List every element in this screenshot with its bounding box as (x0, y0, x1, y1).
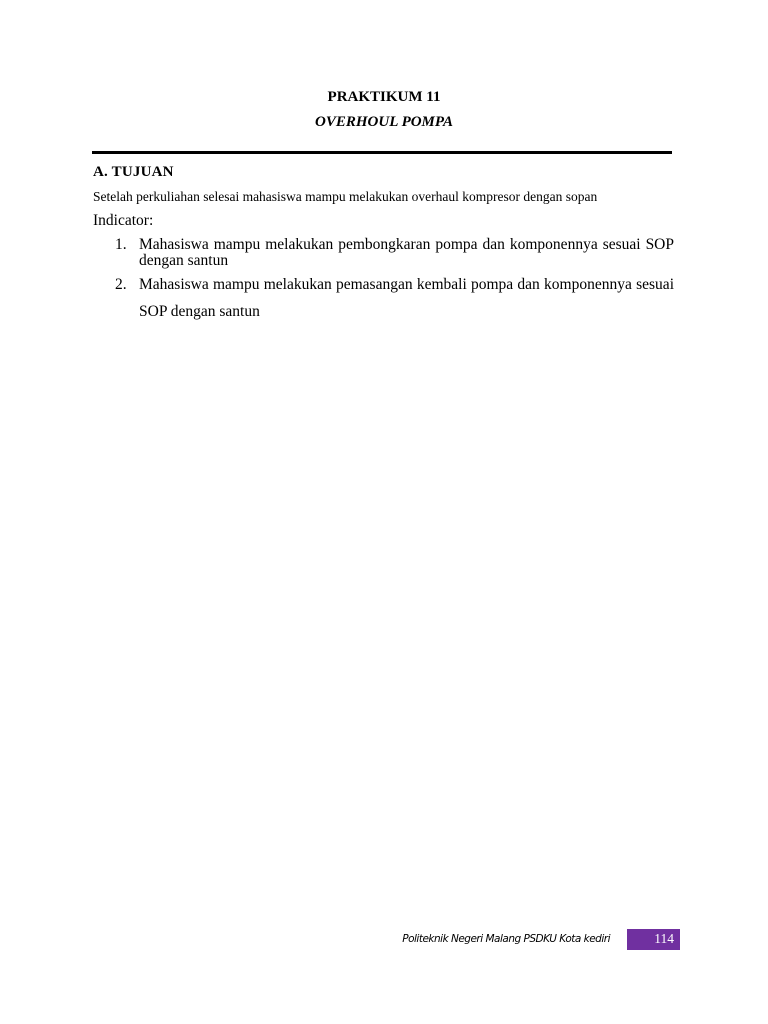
list-item (93, 271, 674, 325)
section-heading: A. TUJUAN (93, 164, 174, 180)
footer-institution: Politeknik Negeri Malang PSDKU Kota kediri (402, 933, 610, 945)
indicator-list (93, 237, 674, 325)
intro-paragraph: Setelah perkuliahan selesai mahasiswa mampu melakukan overhaul kompresor dengan sopan (93, 189, 598, 204)
list-item (93, 237, 674, 269)
title-divider (92, 151, 672, 154)
list-item-number: 1. (115, 236, 127, 253)
list-item-number: 2. (115, 276, 127, 293)
indicator-label: Indicator: (93, 212, 154, 229)
page-subtitle: OVERHOUL POMPA (315, 114, 453, 130)
list-item-text: Mahasiswa mampu melakukan pemasangan kembali pompa dan komponennya sesuai SOP dengan santun (139, 276, 674, 320)
page-title: PRAKTIKUM 11 (327, 89, 441, 105)
page-number-badge: 114 (627, 929, 680, 950)
list-item-text: Mahasiswa mampu melakukan pembongkaran pompa dan komponennya sesuai SOP dengan santun (139, 236, 674, 269)
